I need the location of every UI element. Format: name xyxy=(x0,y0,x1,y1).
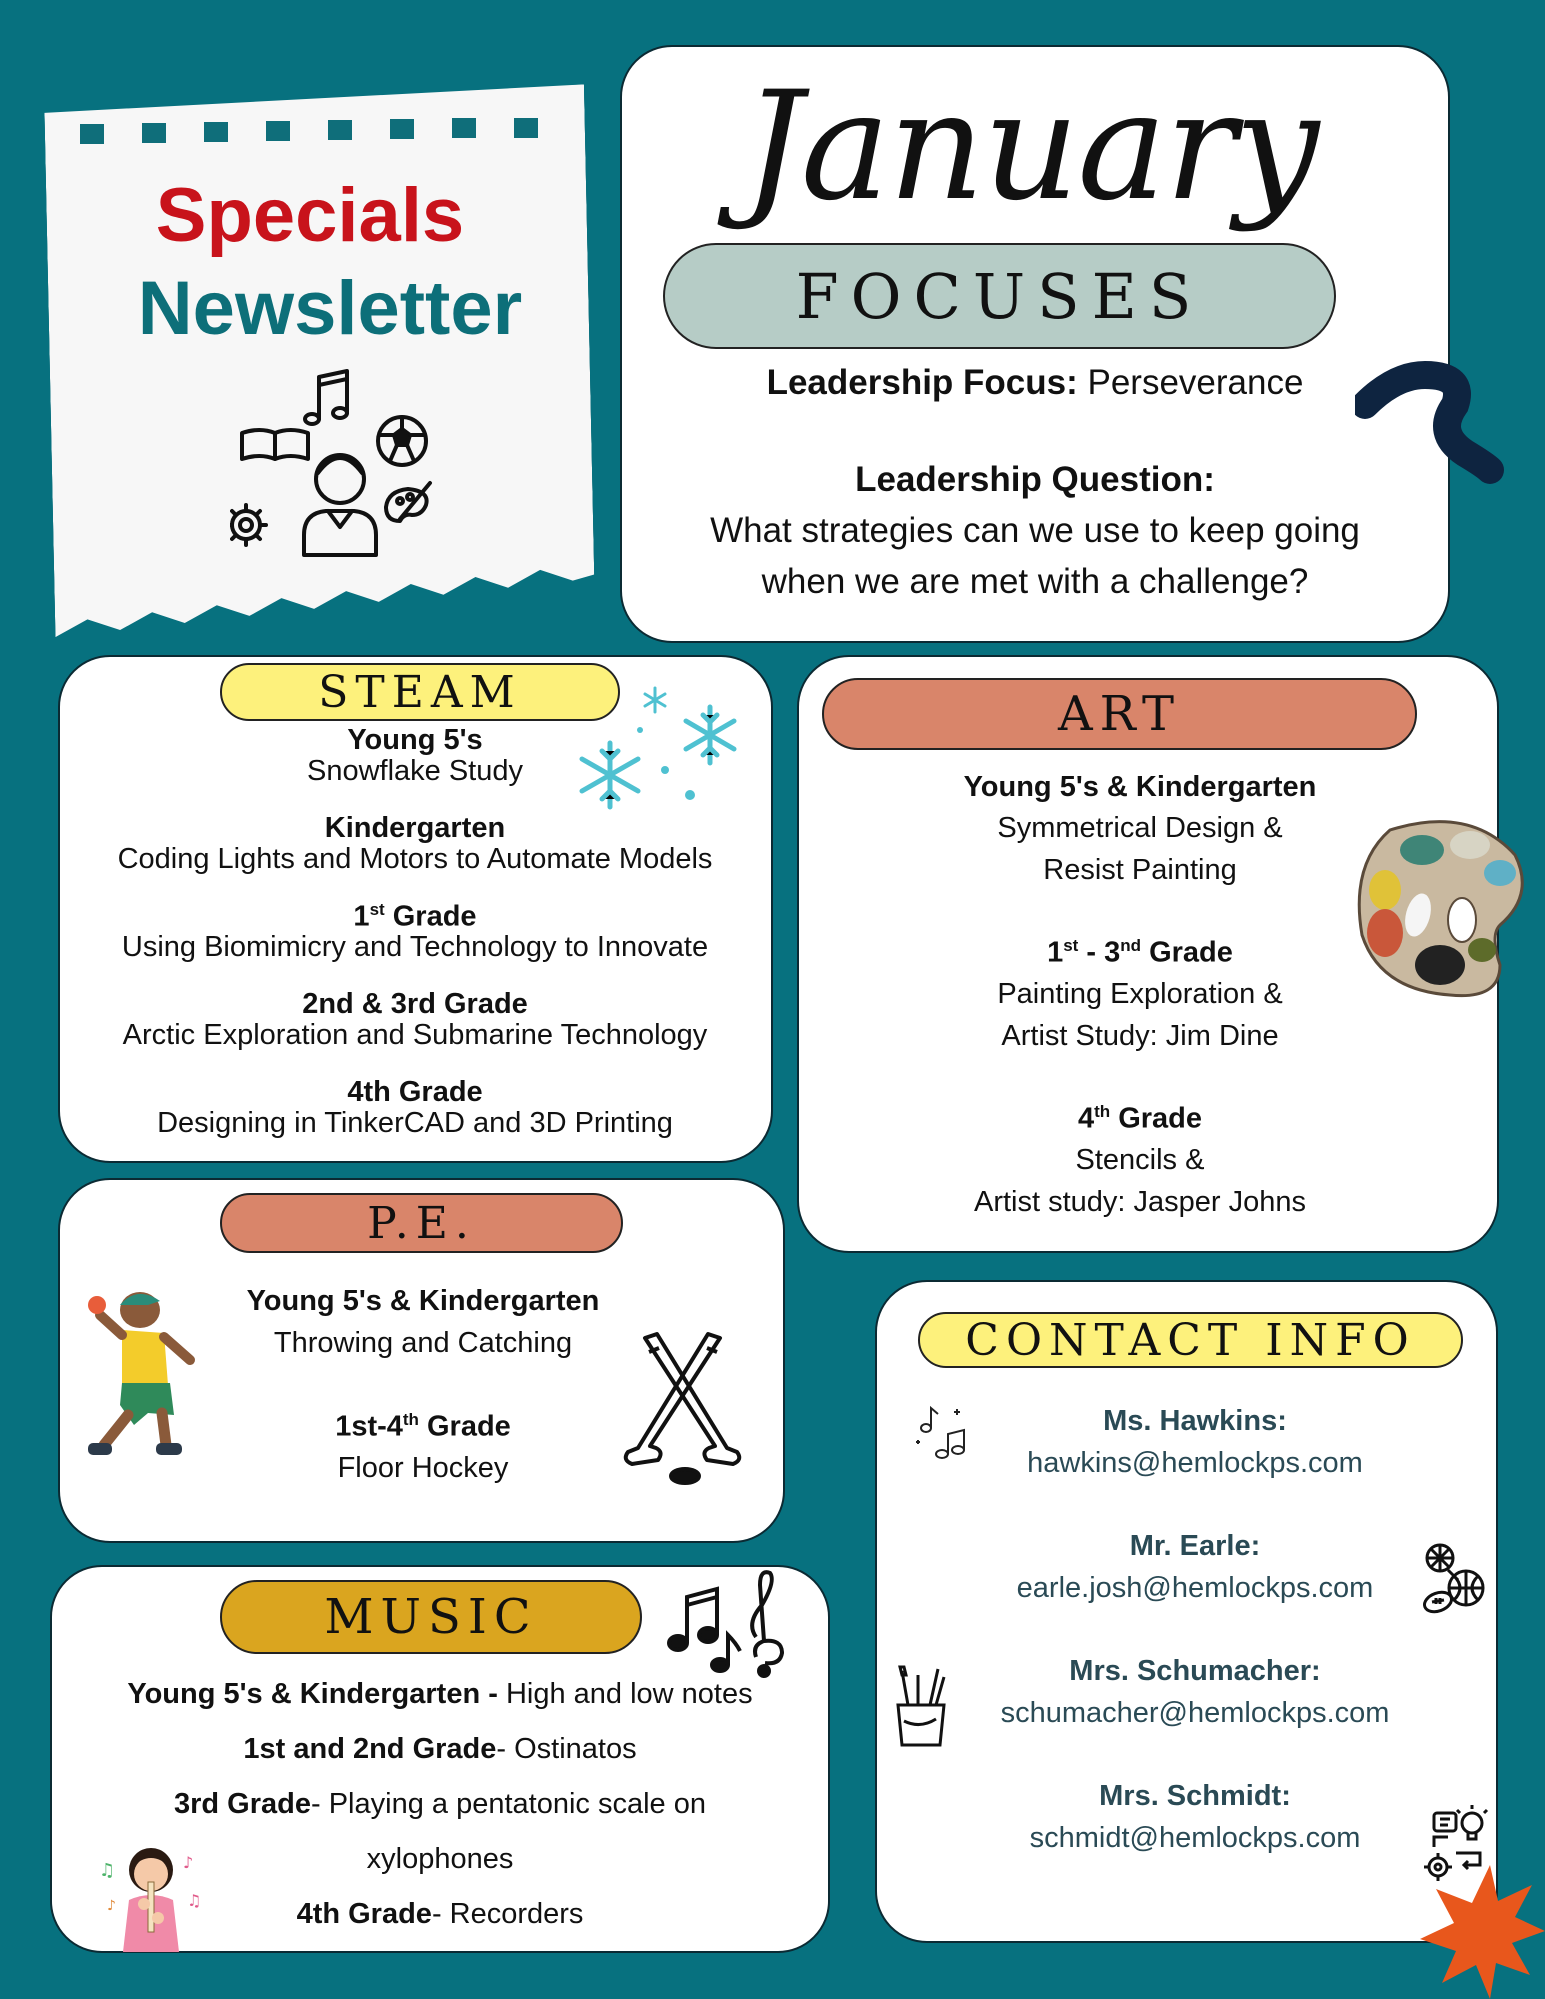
note-holes xyxy=(80,118,560,142)
steam-grade-young5: Young 5's xyxy=(347,724,483,756)
squiggle-decoration xyxy=(1355,355,1505,485)
contact-email-schmidt[interactable]: schmidt@hemlockps.com xyxy=(1029,1822,1361,1854)
contact-email-schumacher[interactable]: schumacher@hemlockps.com xyxy=(1000,1697,1390,1729)
contact-name-earle: Mr. Earle: xyxy=(1129,1530,1261,1562)
art-desc-1-3-2: Artist Study: Jim Dine xyxy=(1001,1020,1279,1052)
steam-grade-k: Kindergarten xyxy=(324,812,506,844)
steam-grade-1st: 1st Grade xyxy=(353,900,477,933)
svg-text:♫: ♫ xyxy=(99,1860,116,1881)
art-grade-k: Young 5's & Kindergarten xyxy=(963,771,1317,803)
steam-desc-young5: Snowflake Study xyxy=(306,755,523,787)
throwing-child-icon xyxy=(82,1285,207,1460)
music-line-1-2: 1st and 2nd Grade- Ostinatos xyxy=(243,1733,637,1765)
svg-text:♪: ♪ xyxy=(183,1853,194,1872)
pe-grade-k: Young 5's & Kindergarten xyxy=(246,1285,600,1317)
pencil-cup-icon xyxy=(890,1665,952,1750)
sports-balls-icon xyxy=(1418,1540,1488,1620)
music-line-4th: 4th Grade- Recorders xyxy=(296,1898,584,1930)
art-desc-k-1: Symmetrical Design & xyxy=(997,812,1283,844)
leadership-focus-label: Leadership Focus: xyxy=(766,363,1078,402)
girl-recorder-icon xyxy=(95,1840,205,1955)
music-heading: MUSIC xyxy=(220,1580,642,1654)
svg-text:♪: ♪ xyxy=(107,1898,116,1914)
steam-grade-4th: 4th Grade xyxy=(347,1076,483,1108)
art-desc-4th-2: Artist study: Jasper Johns xyxy=(973,1186,1307,1218)
paint-palette-icon xyxy=(1350,815,1528,1005)
steam-desc-2nd3rd: Arctic Exploration and Submarine Technology xyxy=(122,1019,708,1051)
music-notes-icon xyxy=(660,1565,795,1680)
steam-desc-4th: Designing in TinkerCAD and 3D Printing xyxy=(157,1107,673,1139)
contact-email-hawkins[interactable]: hawkins@hemlockps.com xyxy=(1027,1447,1363,1479)
leadership-question-line2: when we are met with a challenge? xyxy=(761,562,1309,601)
hockey-sticks-icon xyxy=(615,1330,750,1490)
title-newsletter: Newsletter xyxy=(137,266,523,351)
title-specials: Specials xyxy=(155,173,465,258)
art-desc-4th-1: Stencils & xyxy=(1075,1144,1205,1176)
pe-desc-1-4: Floor Hockey xyxy=(337,1452,509,1484)
art-desc-k-2: Resist Painting xyxy=(1043,854,1237,886)
steam-heading: STEAM xyxy=(220,663,620,721)
pe-heading: P.E. xyxy=(220,1193,623,1253)
contact-name-schmidt: Mrs. Schmidt: xyxy=(1099,1780,1291,1812)
art-grade-4th: 4th Grade xyxy=(1077,1102,1203,1135)
svg-text:♫: ♫ xyxy=(187,1891,202,1910)
burst-decoration xyxy=(1420,1865,1545,1999)
steam-grade-2nd3rd: 2nd & 3rd Grade xyxy=(302,988,528,1020)
month-title: January xyxy=(742,60,1318,234)
contact-heading: CONTACT INFO xyxy=(918,1312,1463,1368)
leadership-question-label: Leadership Question: xyxy=(855,460,1215,499)
student-activities-icon xyxy=(230,365,470,565)
leadership-focus-value: Perseverance xyxy=(1077,363,1304,402)
music-line-k: Young 5's & Kindergarten - High and low notes xyxy=(127,1678,753,1710)
pe-grade-1-4: 1st-4th Grade xyxy=(335,1410,511,1443)
art-grade-1-3: 1st - 3nd Grade xyxy=(1047,936,1233,969)
art-heading: ART xyxy=(822,678,1417,750)
contact-name-hawkins: Ms. Hawkins: xyxy=(1103,1405,1287,1437)
leadership-focus xyxy=(640,363,1430,403)
pe-desc-k: Throwing and Catching xyxy=(273,1327,573,1359)
music-line-3rd-cont: xylophones xyxy=(366,1843,514,1875)
leadership-question-line1: What strategies can we use to keep going xyxy=(710,511,1360,550)
music-note-icon xyxy=(912,1398,972,1468)
art-desc-1-3-1: Painting Exploration & xyxy=(997,978,1283,1010)
contact-name-schumacher: Mrs. Schumacher: xyxy=(1069,1655,1321,1687)
steam-desc-k: Coding Lights and Motors to Automate Models xyxy=(117,843,713,875)
music-line-3rd: 3rd Grade- Playing a pentatonic scale on xyxy=(174,1788,706,1820)
contact-email-earle[interactable]: earle.josh@hemlockps.com xyxy=(1016,1572,1374,1604)
focuses-banner: FOCUSES xyxy=(663,243,1336,349)
steam-desc-1st: Using Biomimicry and Technology to Innovate xyxy=(121,931,709,963)
